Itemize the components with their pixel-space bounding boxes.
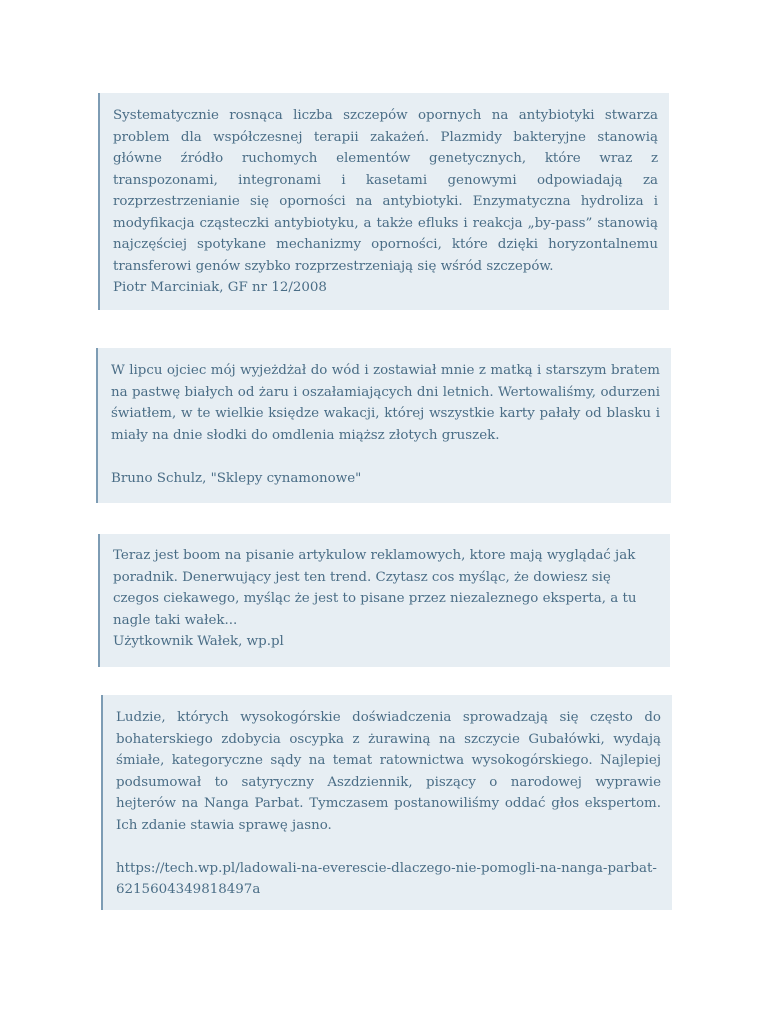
blockquote-comment <box>98 534 670 667</box>
quote-source-link: https://tech.wp.pl/ladowali-na-everescie-dlaczego-nie-pomogli-na-nanga-parbat-6215604349818497a <box>116 860 657 897</box>
quote-text: Ludzie, których wysokogórskie doświadczenia sprowadzają się często do bohaterskiego zdobycia oscypka z żurawiną na szczycie Gubałówki, wydają śmiałe, kategoryczne sądy na temat ratownictwa wysokogórskiego. Najlepiej podsumował to satyryczny Aszdziennik, piszący o narodowej wyprawie hejterów na Nanga Parbat. Tymczasem postanowiliśmy oddać głos ekspertom. Ich zdanie stawia sprawę jasno. <box>116 710 661 833</box>
blockquote-antibiotics <box>98 93 669 310</box>
quote-source: Bruno Schulz, "Sklepy cynamonowe" <box>111 470 362 486</box>
quote-source: Piotr Marciniak, GF nr 12/2008 <box>113 280 327 295</box>
blockquote-schulz <box>96 348 671 503</box>
quote-text: W lipcu ojciec mój wyjeżdżał do wód i zostawiał mnie z matką i starszym bratem na pastwę białych od żaru i oszałamiających dni letnich. Wertowaliśmy, odurzeni światłem, w te wielkie księdze wakacji, której wszystkie karty pałały od blasku i miały na dnie słodki do omdlenia miąższ złotych gruszek. <box>111 363 660 443</box>
quote-text: Systematycznie rosnąca liczba szczepów opornych na antybiotyki stwarza problem dla współczesnej terapii zakażeń. Plazmidy bakteryjne stanowią główne źródło ruchomych elementów genetycznych, które wraz z transpozonami, integronami i kasetami genowymi odpowiadają za rozprzestrzenianie się oporności na antybiotyki. Enzymatyczna hydroliza i modyfikacja cząsteczki antybiotyku, a także efluks i reakcja „by-pass” stanowią najczęściej spotykane mechanizmy oporności, które dzięki horyzontalnemu transferowi genów szybko rozprzestrzeniają się wśród szczepów. <box>113 108 658 274</box>
blockquote-mountaineering <box>101 695 672 910</box>
quote-source: Użytkownik Wałek, wp.pl <box>113 634 284 649</box>
quote-text: Teraz jest boom na pisanie artykulow reklamowych, ktore mają wyglądać jak poradnik. Denerwujący jest ten trend. Czytasz cos myśląc, że dowiesz się czegos ciekawego, myśląc że jest to pisane przez niezaleznego eksperta, a tu nagle taki wałek... <box>113 548 637 628</box>
